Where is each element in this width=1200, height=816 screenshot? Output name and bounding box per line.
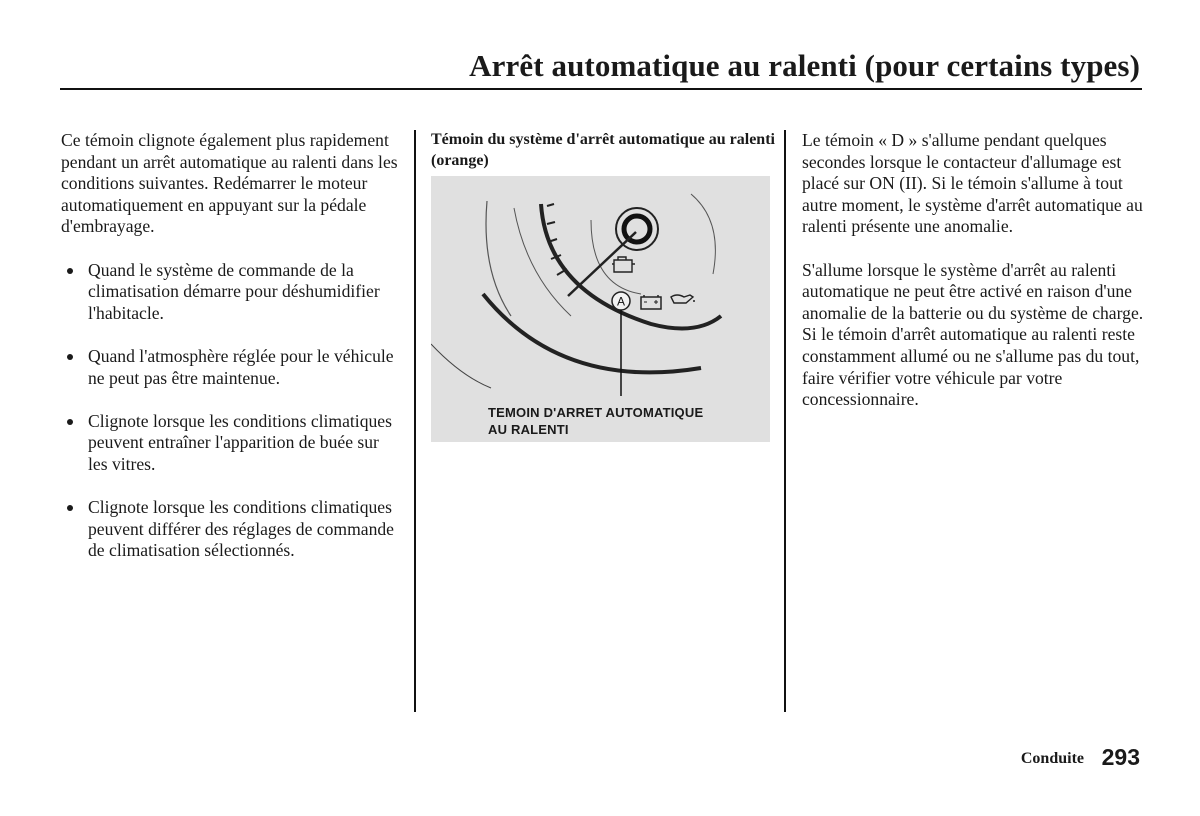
gauge-outer-arc — [486, 201, 511, 316]
column-divider — [414, 130, 416, 712]
bullet-icon — [67, 354, 73, 360]
tick-mark — [547, 222, 555, 224]
outer-gauge-arc — [483, 294, 701, 372]
instrument-cluster-figure — [431, 176, 770, 442]
list-item — [61, 346, 401, 389]
title-rule — [60, 88, 1142, 90]
paragraph: Si le témoin d'arrêt automatique au ralenti reste constamment allumé ou ne s'allume pas du tout, faire vérifier votre véhicule par votre concessionnaire. — [802, 324, 1140, 410]
page-title: Arrêt automatique au ralenti (pour certains types) — [469, 48, 1140, 83]
left-column — [61, 130, 401, 583]
check-engine-icon — [612, 257, 635, 272]
paragraph: Le témoin « D » s'allume pendant quelques secondes lorsque le contacteur d'allumage est placé sur ON (II). Si le témoin s'allume à tout autre moment, le système d'arrêt automatique au ralenti présente une anomalie. — [802, 130, 1143, 237]
speedometer-arc — [541, 204, 721, 329]
indicator-letter: A — [616, 294, 626, 309]
list-item-text: Clignote lorsque les conditions climatiques peuvent différer des réglages de commande de climatisation sélectionnés. — [88, 497, 394, 561]
gauge-illustration — [431, 176, 770, 442]
paragraph: S'allume lorsque le système d'arrêt au ralenti automatique ne peut être activé en raison d'une anomalie de la batterie ou du système de charge. — [802, 259, 1144, 323]
battery-icon — [641, 295, 661, 309]
gauge-needle — [568, 232, 636, 296]
list-item-text: Clignote lorsque les conditions climatiques peuvent entraîner l'apparition de buée sur les vitres. — [88, 410, 392, 474]
condition-list — [61, 260, 401, 562]
oil-pressure-icon — [671, 295, 695, 303]
section-name: Conduite — [1020, 750, 1084, 767]
outer-gauge-arc — [431, 344, 491, 388]
list-item — [61, 411, 401, 476]
tick-mark — [547, 204, 554, 206]
figure-caption: Témoin du système d'arrêt automatique au ralenti (orange) — [431, 131, 775, 169]
page-number: 293 — [1101, 744, 1140, 770]
bullet-icon — [67, 419, 73, 425]
gauge-inner-arc — [691, 194, 715, 274]
list-item-text: Quand l'atmosphère réglée pour le véhicule ne peut pas être maintenue. — [88, 345, 394, 388]
right-column — [802, 130, 1148, 432]
list-item — [61, 497, 401, 562]
bullet-icon — [67, 268, 73, 274]
column-divider — [784, 130, 786, 712]
intro-paragraph: Ce témoin clignote également plus rapidement pendant un arrêt automatique au ralenti dans les conditions suivantes. Redémarrer le moteur automatiquement en appuyant sur la pédale d'embrayage. — [61, 130, 398, 237]
callout-label — [488, 404, 768, 438]
bullet-icon — [67, 505, 73, 511]
list-item-text: Quand le système de commande de la climatisation démarre pour déshumidifier l'habitacle. — [88, 259, 380, 323]
auto-idle-stop-indicator-icon — [612, 292, 630, 310]
callout-label-line: AU RALENTI — [488, 422, 569, 437]
callout-label-line: TEMOIN D'ARRET AUTOMATIQUE — [488, 405, 704, 420]
list-item — [61, 260, 401, 325]
